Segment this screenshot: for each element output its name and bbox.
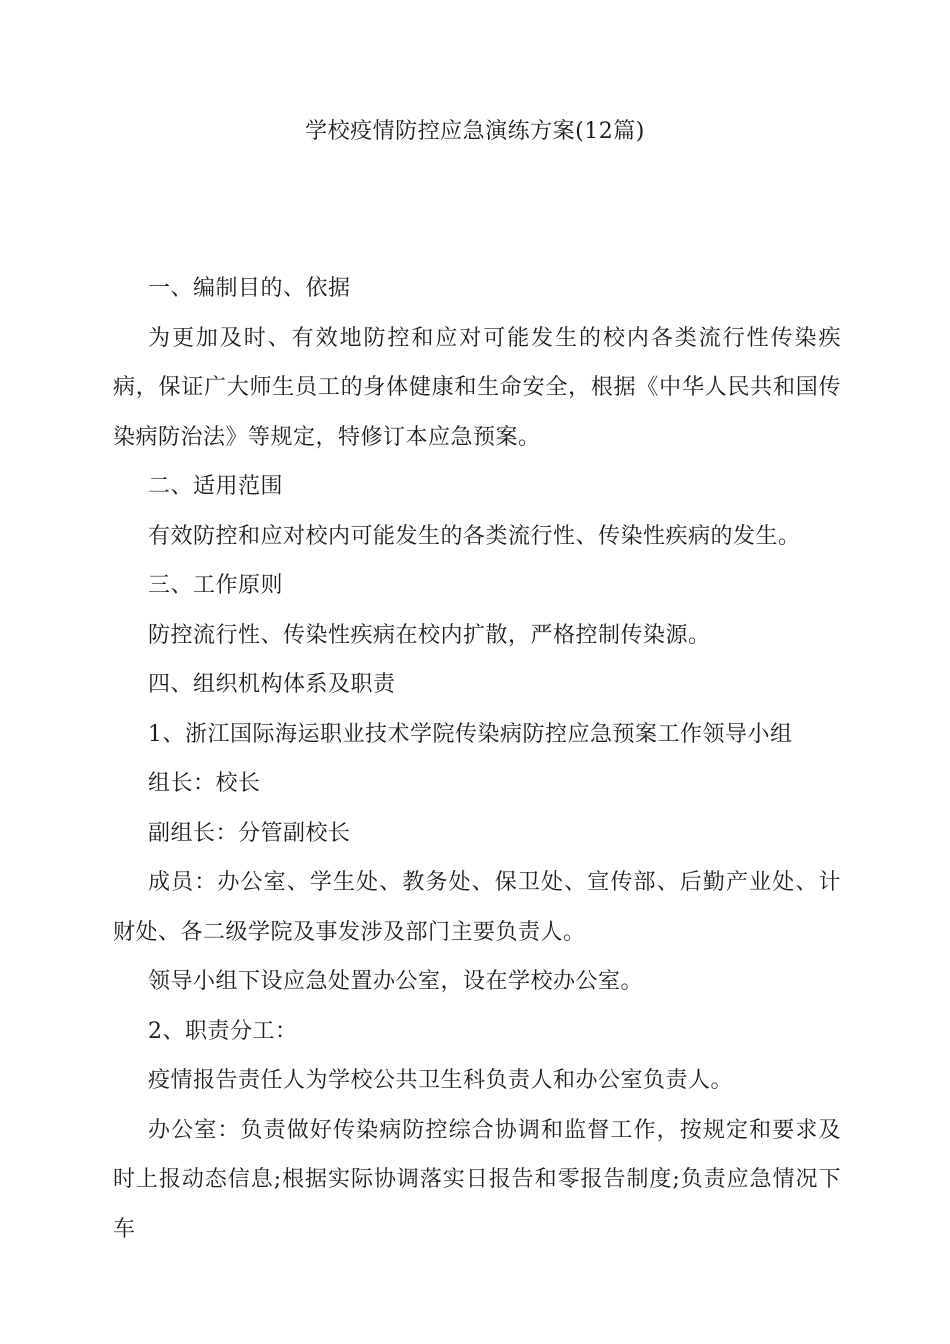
paragraph-scope: 有效防控和应对校内可能发生的各类流行性、传染性疾病的发生。 [148,523,801,549]
paragraph-report-responsible: 疫情报告责任人为学校公共卫生科负责人和办公室负责人。 [148,1068,734,1093]
paragraph-leading-group: 1、浙江国际海运职业技术学院传染病防控应急预案工作领导小组 [148,721,793,747]
section-heading-purpose: 一、编制目的、依据 [148,276,351,301]
section-heading-scope: 二、适用范围 [148,474,284,499]
section-heading-principles: 三、工作原则 [148,573,284,598]
paragraph-deputy-leader: 副组长：分管副校长 [148,820,351,846]
paragraph-principles: 防控流行性、传染性疾病在校内扩散，严格控制传染源。 [148,622,711,648]
paragraph-office-duties: 办公室：负责做好传染病防控综合协调和监督工作，按规定和要求及时上报动态信息;根据实际协调落实日报告和零报告制度;负责应急情况下车 [113,1117,841,1242]
paragraph-members: 成员：办公室、学生处、教务处、保卫处、宣传部、后勤产业处、计财处、各二级学院及事发涉及部门主要负责人。 [113,870,841,945]
paragraph-office: 领导小组下设应急处置办公室，设在学校办公室。 [148,969,644,994]
document-body [113,264,841,1254]
document-title: 学校疫情防控应急演练方案(12篇) [305,119,645,144]
paragraph-purpose: 为更加及时、有效地防控和应对可能发生的校内各类流行性传染疾病，保证广大师生员工的身体健康和生命安全，根据《中华人民共和国传染病防治法》等规定，特修订本应急预案。 [113,325,841,450]
paragraph-leader: 组长：校长 [148,771,261,796]
section-heading-duties: 2、职责分工： [148,1018,298,1044]
section-heading-organization: 四、组织机构体系及职责 [148,672,396,697]
